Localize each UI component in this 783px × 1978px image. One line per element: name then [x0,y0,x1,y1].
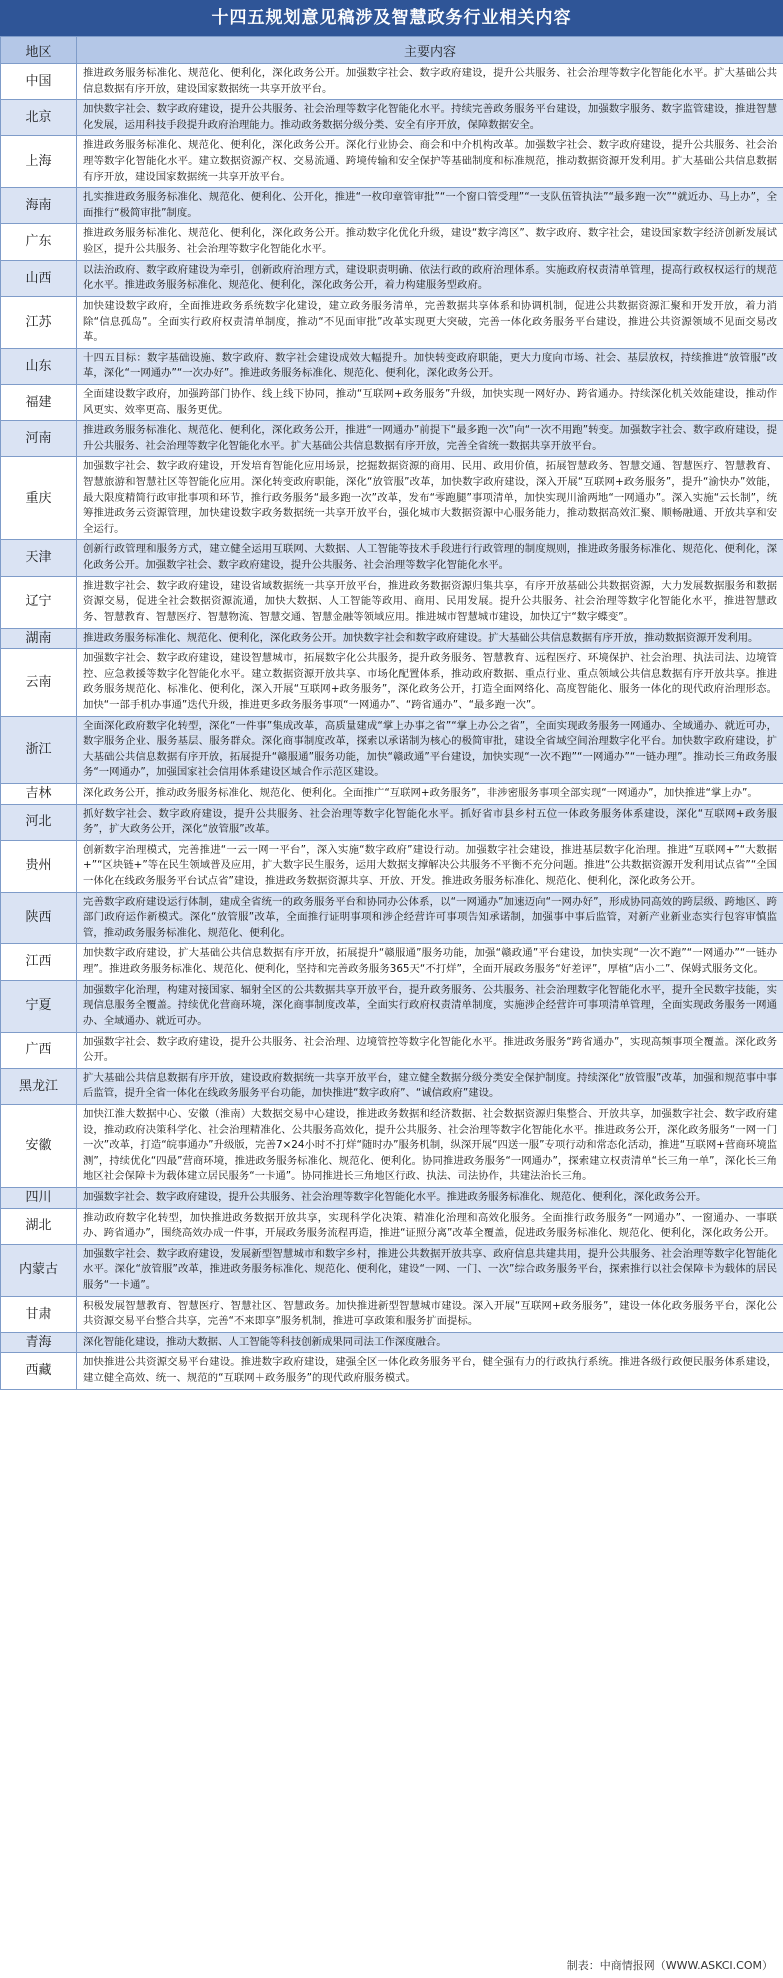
table-row [1,260,783,296]
table-row [1,1353,783,1389]
content-cell: 加强数字化治理，构建对接国家、辐射全区的公共数据共享开放平台，提升政务服务、公共服务、社会治理数字化智能化水平，提升全民数字技能，实现信息服务全覆盖。持续优化营商环境，深化商事制度改革，全面实行政府权责清单制度，实施涉企经营许可事项清单管理，全面实现政务服务一网通办、全域通办、就近可办。 [77,980,783,1032]
content-cell: 扎实推进政务服务标准化、规范化、便利化、公开化，推进“一枚印章管审批”“一个窗口管受理”“一支队伍管执法”“最多跑一次”“就近办、马上办”，全面推行“极简审批”制度。 [77,188,783,224]
table-row [1,1296,783,1332]
region-cell: 重庆 [1,457,77,540]
table-row [1,716,783,783]
table-row [1,892,783,944]
content-cell: 积极发展智慧教育、智慧医疗、智慧社区、智慧政务。加快推进新型智慧城市建设。深入开展“互联网+政务服务”，建设一体化政务服务平台，深化公共资源交易平台整合共享，完善“不来即享”服务机制，推进可享政策和服务扩面提标。 [77,1296,783,1332]
region-cell: 四川 [1,1188,77,1209]
content-cell: 深化智能化建设，推动大数据、人工智能等科技创新成果同司法工作深度融合。 [77,1332,783,1353]
table-row [1,840,783,892]
region-cell: 湖北 [1,1208,77,1244]
table-row [1,296,783,348]
content-cell: 加快推进公共资源交易平台建设。推进数字政府建设，建强全区一体化政务服务平台，健全强有力的行政执行系统。推进各级行政便民服务体系建设，建立健全高效、统一、规范的“互联网＋政务服务”的现代政府服务模式。 [77,1353,783,1389]
content-cell: 完善数字政府建设运行体制，建成全省统一的政务服务平台和协同办公体系，以“一网通办”加速迈向“一网办好”，形成协同高效的跨层级、跨地区、跨部门政府运作新模式。深化“放管服”改革，全面推行证明事项和涉企经营许可事项告知承诺制，加强事中事后监管，对新产业新业态实行包容审慎监管，推动政务服务标准化、规范化、便利化。 [77,892,783,944]
region-cell: 河北 [1,804,77,840]
table-row [1,188,783,224]
region-cell: 湖南 [1,628,77,649]
table-row [1,783,783,804]
region-cell: 山西 [1,260,77,296]
region-cell: 黑龙江 [1,1068,77,1104]
content-cell: 全面深化政府数字化转型，深化“一件事”集成改革，高质量建成“掌上办事之省”“掌上办公之省”，全面实现政务服务一网通办、全域通办、就近可办，数字服务企业、服务基层、服务群众。深化商事制度改革，探索以承诺制为核心的极简审批，建设全省域空间治理数字化平台。加快数字政府建设，扩大基础公共信息数据有序开放，拓展提升“赣服通”服务功能，加快“赣政通”平台建设，加快实现“一次不跑”“一网通办”“一链办理”。推动长三角政务服务“一网通办”，加强国家社会信用体系建设区域合作示范区建设。 [77,716,783,783]
content-cell: 加快数字政府建设，扩大基础公共信息数据有序开放，拓展提升“赣服通”服务功能，加强“赣政通”平台建设，加快实现“一次不跑”“一网通办”“一链办理”。推进政务服务标准化、规范化、便利化，坚持和完善政务服务365天“不打烊”，全面开展政务服务“好差评”，厚植“店小二”、保姆式服务文化。 [77,944,783,980]
region-column-header: 地区 [1,37,77,64]
table-row [1,421,783,457]
content-cell: 加快数字社会、数字政府建设，提升公共服务、社会治理等数字化智能化水平。持续完善政务服务平台建设，加强数字服务、数字监管建设，推进智慧化发展，运用科技手段提升政府治理能力。推动政务数据分级分类、安全有序开放，保障数据安全。 [77,100,783,136]
region-cell: 上海 [1,136,77,188]
table-row [1,1244,783,1296]
region-cell: 陕西 [1,892,77,944]
table-row [1,944,783,980]
table-row [1,384,783,420]
source-footer: 制表：中商情报网（WWW.ASKCI.COM） [0,1954,783,1978]
region-cell: 广东 [1,224,77,260]
table-row [1,980,783,1032]
region-cell: 甘肃 [1,1296,77,1332]
table-title: 十四五规划意见稿涉及智慧政务行业相关内容 [0,0,783,36]
table-row [1,628,783,649]
content-cell: 推动政府数字化转型，加快推进政务数据开放共享，实现科学化决策、精准化治理和高效化服务。全面推行政务服务“一网通办”、一窗通办、一事联办、跨省通办”，围绕高效办成一件事，开展政务服务流程再造，推进“证照分离”改革全覆盖，促进政务服务标准化、规范化、便利化，深化政务公开。 [77,1208,783,1244]
table-row [1,1332,783,1353]
table-row [1,224,783,260]
content-cell: 加强数字社会、数字政府建设，开发培育智能化应用场景，挖掘数据资源的商用、民用、政用价值，拓展智慧政务、智慧交通、智慧医疗、智慧教育、智慧旅游和智慧社区等智能化应用。深化转变政府职能，深化“放管服”改革，加快数字政府建设，深入开展“互联网+政务服务”，提升“渝快办”效能，最大限度精简行政审批事项和环节，推行政务服务“最多跑一次”改革，发布“零跑腿”事项清单，加快实现川渝两地“一网通办”。深入实施“云长制”，统筹推进政务云资源管理，加快建设数字政务数据统一共享开放平台，强化城市大数据资源中心服务能力，推动数据高效汇聚、顺畅融通、开放共享和安全运行。 [77,457,783,540]
table-row [1,348,783,384]
region-cell: 浙江 [1,716,77,783]
content-cell: 深化政务公开，推动政务服务标准化、规范化、便利化。全面推广“互联网+政务服务”，非涉密服务事项全部实现“一网通办”，加快推进“掌上办”。 [77,783,783,804]
region-cell: 天津 [1,540,77,576]
policy-table [0,36,783,1390]
content-cell: 扩大基础公共信息数据有序开放，建设政府数据统一共享开放平台，建立健全数据分级分类安全保护制度。持续深化“放管服”改革，加强和规范事中事后监管，提升全省一体化在线政务服务平台功能，加快推进“数字政府”、“诚信政府”建设。 [77,1068,783,1104]
region-cell: 北京 [1,100,77,136]
content-cell: 十四五目标：数字基础设施、数字政府、数字社会建设成效大幅提升。加快转变政府职能，更大力度向市场、社会、基层放权，持续推进“放管服”改革，深化“一网通办”“一次办好”。推进政务服务标准化、规范化、便利化，深化政务公开。 [77,348,783,384]
table-row [1,64,783,100]
content-cell: 推进数字社会、数字政府建设，建设省域数据统一共享开放平台，推进政务数据资源归集共享，有序开放基础公共数据资源，大力发展数据服务和数据资源交易，促进全社会数据资源流通，加快大数据、人工智能等政用、商用、民用发展。提升公共服务、社会治理等数字化智能化水平，推进智慧政务、智慧教育、智慧医疗、智慧物流、智慧交通、智慧金融等领域应用。推进城市智慧城市建设，加快辽宁“数字蝶变”。 [77,576,783,628]
content-cell: 推进政务服务标准化、规范化、便利化，深化政务公开。加强数字社会、数字政府建设，提升公共服务、社会治理等数字化智能化水平。扩大基础公共信息数据有序开放，建设国家数据统一共享开放平台。 [77,64,783,100]
content-cell: 创新行政管理和服务方式，建立健全运用互联网、大数据、人工智能等技术手段进行行政管理的制度规则，推进政务服务标准化、规范化、便利化，深化政务公开。加强数字社会、数字政府建设，提升公共服务、社会治理等数字化智能化水平。 [77,540,783,576]
table-header-row [1,37,783,64]
region-cell: 辽宁 [1,576,77,628]
region-cell: 山东 [1,348,77,384]
content-cell: 抓好数字社会、数字政府建设，提升公共服务、社会治理等数字化智能化水平。抓好省市县乡村五位一体政务服务体系建设，深化“互联网+政务服务”，扩大政务公开，深化“放管服”改革。 [77,804,783,840]
table-row [1,1068,783,1104]
region-cell: 安徽 [1,1104,77,1187]
table-row [1,1208,783,1244]
region-cell: 海南 [1,188,77,224]
region-cell: 广西 [1,1032,77,1068]
table-row [1,100,783,136]
content-cell: 加强数字社会、数字政府建设，提升公共服务、社会治理等数字化智能化水平。推进政务服务标准化、规范化、便利化，深化政务公开。 [77,1188,783,1209]
table-row [1,540,783,576]
content-cell: 推进政务服务标准化、规范化、便利化，深化政务公开。加快数字社会和数字政府建设。扩大基础公共信息数据有序开放，推动数据资源开发利用。 [77,628,783,649]
region-cell: 中国 [1,64,77,100]
content-cell: 加强数字社会、数字政府建设，发展新型智慧城市和数字乡村，推进公共数据开放共享、政府信息共建共用，提升公共服务、社会治理等数字化智能化水平。深化“放管服”改革，推进政务服务标准化、规范化、便利化，建设“一网、一门、一次”综合政务服务平台，探索推行以社会保障卡为载体的居民服务“一卡通”。 [77,1244,783,1296]
table-row [1,1104,783,1187]
table-row [1,136,783,188]
table-body [1,64,783,1390]
table-row [1,1032,783,1068]
region-cell: 云南 [1,649,77,716]
region-cell: 吉林 [1,783,77,804]
table-row [1,576,783,628]
content-cell: 加快江淮大数据中心、安徽（淮南）大数据交易中心建设，推进政务数据和经济数据、社会数据资源归集整合、开放共享，加强数字社会、数字政府建设，推动政府决策科学化、社会治理精准化、公共服务高效化，提升公共服务、社会治理等数字化智能化水平。推进政务公开，深化政务服务“一网一门一次”改革，打造“皖事通办”升级版，完善7×24小时不打烊“随时办”服务机制，纵深开展“四送一服”专项行动和常态化活动，推进“互联网+营商环境监测”，持续优化“四最”营商环境，推进政务服务标准化、规范化、便利化。协同推进政务服务“一网通办”，探索建立权责清单“长三角一单”，深化长三角地区社会保障卡为载体建立居民服务“一卡通”。协同推进长三角地区行政、执法、司法协作，共建法治长三角。 [77,1104,783,1187]
content-cell: 加强数字社会、数字政府建设，建设智慧城市，拓展数字化公共服务，提升政务服务、智慧教育、远程医疗、环境保护、社会治理、执法司法、边境管控、应急救援等数字化智能化水平。建立数据资源开放共享、市场化配置体系，推动政府数据、重点行业、重点领域公共信息数据有序开放共享。推进政务服务规范化、标准化、便利化，深入开展“互联网+政务服务”，深化政务公开，打造全面网络化、高度智能化、服务一体化的现代政府治理形态。加快“一部手机办事通”迭代升级，推进更多政务服务事项“一网通办”、“跨省通办”、“最多跑一次”。 [77,649,783,716]
content-column-header: 主要内容 [77,37,783,64]
region-cell: 内蒙古 [1,1244,77,1296]
region-cell: 青海 [1,1332,77,1353]
region-cell: 江西 [1,944,77,980]
region-cell: 江苏 [1,296,77,348]
content-cell: 加快建设数字政府，全面推进政务系统数字化建设，建立政务服务清单，完善数据共享体系和协调机制，促进公共数据资源汇聚和开发开放，着力消除“信息孤岛”。全面实行政府权责清单制度，推动“不见面审批”改革实现更大突破，完善一体化政务服务平台建设，推进公共资源领域不见面交易改革。 [77,296,783,348]
region-cell: 贵州 [1,840,77,892]
table-row [1,457,783,540]
content-cell: 推进政务服务标准化、规范化、便利化，深化政务公开，推进“一网通办”前提下“最多跑一次”向“一次不用跑”转变。加强数字社会、数字政府建设，提升公共服务、社会治理等数字化智能化水平。扩大基础公共信息数据有序开放，完善全省统一数据共享开放平台。 [77,421,783,457]
table-row [1,804,783,840]
content-cell: 创新数字治理模式，完善推进“一云一网一平台”，深入实施“数字政府”建设行动。加强数字社会建设，推进基层数字化治理。推进“互联网+”“大数据+”“区块链+”等在民生领域普及应用，扩大数字民生服务，运用大数据支撑解决公共服务不平衡不充分问题。推进“公共数据资源开发利用试点省”“全国一体化在线政务服务平台试点省”建设，推进政务数据资源共享、开放、开发。推进政务服务标准化、规范化、便利化，深化政务公开。 [77,840,783,892]
content-cell: 加强数字社会、数字政府建设，提升公共服务、社会治理、边境管控等数字化智能化水平。推进政务服务“跨省通办”，实现高频事项全覆盖。深化政务公开。 [77,1032,783,1068]
content-cell: 全面建设数字政府，加强跨部门协作、线上线下协同，推动“互联网+政务服务”升级，加快实现一网好办、跨省通办。持续深化机关效能建设，推动作风更实、效率更高、服务更优。 [77,384,783,420]
region-cell: 西藏 [1,1353,77,1389]
content-cell: 以法治政府、数字政府建设为牵引，创新政府治理方式，建设职责明确、依法行政的政府治理体系。实施政府权责清单管理，提高行政权权运行的规范化水平。推进政务服务标准化、规范化、便利化，深化政务公开，着力构建服务型政府。 [77,260,783,296]
table-row [1,1188,783,1209]
content-cell: 推进政务服务标准化、规范化、便利化，深化政务公开。深化行业协会、商会和中介机构改革。加强数字社会、数字政府建设，提升公共服务、社会治理等数字化智能化水平。建立数据资源产权、交易流通、跨境传输和安全保护等基础制度和标准规范，推动数据资源开发利用。扩大基础公共信息数据有序开放，建设国家数据统一共享开放平台。 [77,136,783,188]
table-row [1,649,783,716]
region-cell: 福建 [1,384,77,420]
region-cell: 宁夏 [1,980,77,1032]
region-cell: 河南 [1,421,77,457]
content-cell: 推进政务服务标准化、规范化、便利化，深化政务公开。推动数字化优化升级，建设“数字湾区”、数字政府、数字社会，建设国家数字经济创新发展试验区，提升公共服务、社会治理等数字化智能化水平。 [77,224,783,260]
